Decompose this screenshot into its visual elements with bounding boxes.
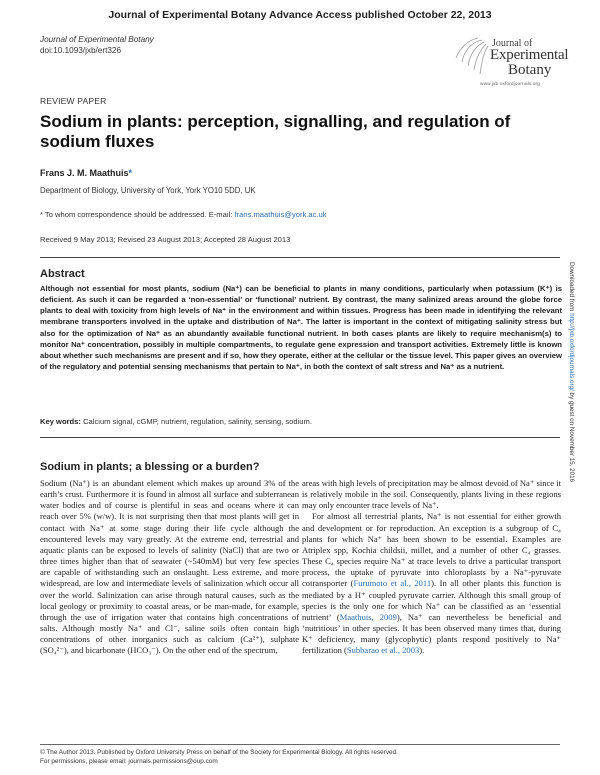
- text-run: ). In all other plants this function is mediated by a H⁺ coupled pyruvate carrier. Although this small group of species is the only one for which Na⁺ can be classified as an ‘essential nutrient’ (: [302, 578, 561, 622]
- watermark-pre: Downloaded from: [568, 262, 575, 314]
- journal-info: [40, 34, 154, 56]
- body-column-left: [40, 478, 299, 657]
- text-run: ).: [419, 645, 425, 656]
- advance-access-banner: Journal of Experimental Botany Advance Access published October 22, 2013: [108, 9, 492, 21]
- text-run: ), Na⁺ can nevertheless be beneficial and ‘nutritious’ in other species. It has been observed many times that, during K⁺ deficiency, many (glycophytic) plants respond positively to Na⁺ fertilization (: [302, 611, 562, 656]
- watermark-link[interactable]: http://jxb.oxfordjournals.org/: [568, 313, 575, 391]
- citation-link[interactable]: Maathuis, 2009: [339, 611, 397, 622]
- article-title: Sodium in plants: perception, signalling, and regulation of sodium fluxes: [40, 112, 511, 151]
- logo-line1: Journal of: [492, 38, 533, 49]
- paragraph: [302, 511, 561, 656]
- doi[interactable]: doi:10.1093/jxb/ert326: [40, 46, 122, 55]
- article-dates: Received 9 May 2013; Revised 23 August 2013; Accepted 28 August 2013: [40, 235, 291, 244]
- logo-line2: Experimental: [490, 47, 569, 63]
- author-line: [40, 168, 132, 178]
- author-name: Frans J. M. Maathuis: [40, 168, 129, 178]
- keywords: [40, 417, 560, 426]
- copyright-line: © The Author 2013. Published by Oxford University Press on behalf of the Society for Experimental Biology. All rights reserved.: [40, 749, 398, 756]
- affiliation: Department of Biology, University of York, York YO10 5DD, UK: [40, 186, 256, 195]
- keywords-label: Key words:: [40, 417, 81, 426]
- keywords-text: Calcium signal, cGMP, nutrient, regulation, salinity, sensing, sodium.: [83, 417, 312, 426]
- body-column-right: [302, 478, 561, 657]
- citation-link[interactable]: Subbarao et al., 2003: [346, 645, 420, 656]
- section-heading: Sodium in plants; a blessing or a burden?: [40, 461, 260, 473]
- author-mark[interactable]: *: [128, 168, 133, 178]
- correspondence-text: * To whom correspondence should be addressed. E-mail:: [40, 210, 235, 219]
- permissions-line: For permissions, please email: journals.permissions@oup.com: [40, 758, 218, 765]
- abstract-bottom-rule: [40, 437, 560, 438]
- logo-line3: Botany: [508, 62, 552, 78]
- text-run: For almost all terrestrial plants, Na⁺ is not essential for either growth and development or for reproduction. An exception is a subgroup of C₄ plants for which Na⁺ has been shown to be essential. Examples are Atriplex spp, Kochia childsii, millet, and a number of other C₄ grasses. These C₄ species require Na⁺ at trace levels to drive a particular transport process, the uptake of pyruvate into chloroplasts by a Na⁺-pyruvate cotransporter (: [302, 511, 561, 589]
- journal-logo: [452, 36, 570, 96]
- article-type: REVIEW PAPER: [40, 96, 107, 106]
- logo-url[interactable]: www.jxb.oxfordjournals.org: [480, 82, 540, 87]
- email-link[interactable]: frans.maathuis@york.ac.uk: [234, 210, 327, 219]
- watermark-post: by guest on November 15, 2016: [568, 390, 575, 483]
- copyright-footer: [40, 748, 398, 766]
- footer-rule: [40, 744, 560, 745]
- abstract-heading: Abstract: [40, 268, 85, 280]
- correspondence: [40, 210, 327, 219]
- citation-link[interactable]: Furumoto et al., 2011: [353, 578, 432, 589]
- abstract-text: Although not essential for most plants, sodium (Na⁺) can be beneficial to plants in many conditions, particularly when potassium (K⁺) is deficient. As such it can be regarded a ‘non-essential’ or ‘functional’ nutrient. By contrast, the many salinized areas around the globe force plants to deal with toxicity from high levels of Na⁺ in the environment and within tissues. Progress has been made in identifying the relevant membrane transporters involved in the uptake and distribution of Na⁺. The latter is important in the context of mitigating salinity stress but also for the optimization of Na⁺ as an abundantly available functional nutrient. In both cases plants are likely to require mechanism(s) to monitor Na⁺ concentration, possibly in multiple compartments, to regulate gene expression and transport activities. Extremely little is known about whether such mechanisms are present and if so, how they operate, either at the cellular or the tissue level. This paper gives an overview of the regulatory and potential sensing mechanisms that pertain to Na⁺, in both the context of salt stress and Na⁺ as a nutrient.: [40, 284, 562, 372]
- abstract-top-rule: [40, 257, 560, 258]
- paragraph: areas with high levels of precipitation may be almost devoid of Na⁺ since it is relatively mobile in the soil. Consequently, plants living in these regions may only encounter trace levels of Na⁺.: [302, 478, 561, 511]
- journal-name: Journal of Experimental Botany: [40, 35, 154, 44]
- paragraph: Sodium (Na⁺) is an abundant element which makes up around 3% of the earth’s crust. Furthermore it is found in almost all surface and subterranean water bodies and of course is plentiful in seas and oceans where it can reach over 5% (w/w). It is not surprising then that most plants will get in contact with Na⁺ at some stage during their life cycle although the encountered levels may vary greatly. At the extreme end, terrestrial and aquatic plants can be exposed to levels of salinity (NaCl) that are two or three times higher than that of seawater (~540mM) but very few species are capable of withstanding such an onslaught. Less extreme, and more widespread, are low and intermediate levels of salinization which occur all over the world. Salinization can arise through natural causes, such as the local geology or proximity to coastal areas, or be man-made, for example, through the use of irrigation water that contains high concentrations of salts. Although mostly Na⁺ and Cl⁻, saline soils often contain high concentrations of other inorganics such as calcium (Ca²⁺), sulphate (SO₄²⁻), and bicarbonate (HCO₃⁻). On the other end of the spectrum,: [40, 478, 299, 656]
- download-watermark: [563, 262, 575, 722]
